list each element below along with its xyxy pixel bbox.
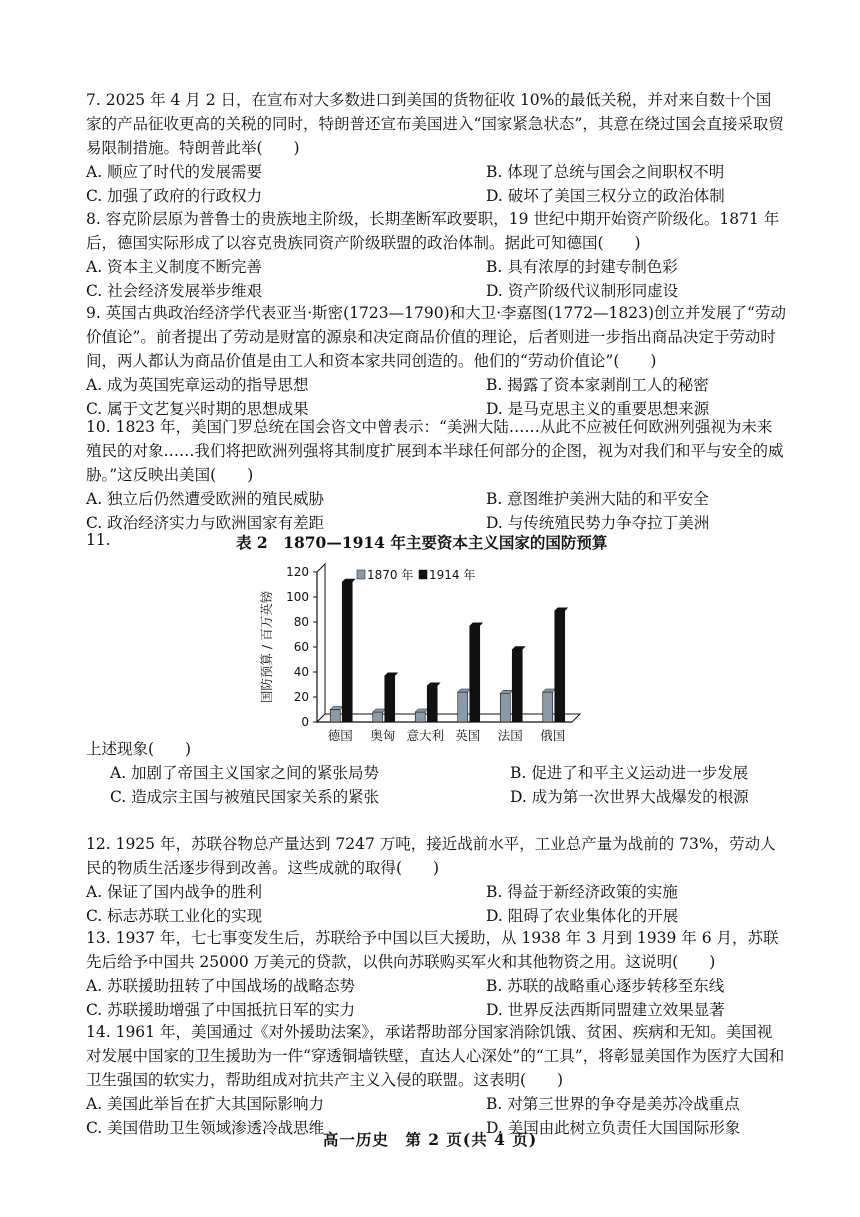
y-tick-label: 100 bbox=[286, 590, 309, 604]
option-a: A. 独立后仍然遭受欧洲的殖民威胁 bbox=[86, 490, 325, 508]
option-b: B. 苏联的战略重心逐步转移至东线 bbox=[486, 977, 725, 995]
bar-1870-top bbox=[500, 690, 513, 693]
option-d: D. 是马克思主义的重要思想来源 bbox=[486, 400, 710, 418]
option-b: B. 促进了和平主义运动进一步发展 bbox=[510, 764, 749, 782]
option-c: C. 标志苏联工业化的实现 bbox=[86, 907, 263, 925]
y-axis-label: 国防预算 / 百万英镑 bbox=[259, 590, 274, 704]
option-c: C. 苏联援助增强了中国抵抗日军的实力 bbox=[86, 1001, 356, 1019]
legend-swatch bbox=[357, 570, 365, 579]
y-tick-label: 0 bbox=[301, 715, 309, 729]
bar-1914-top bbox=[385, 673, 398, 676]
question-stem: 7. 2025 年 4 月 2 日，在宣布对大多数进口到美国的货物征收 10%的最低关税，并对来自数十个国家的产品征收更高的关税的同时，特朗普还宣布美国进入“国家紧急状态”，其意在绕过国会直接采取贸易限制措施。特朗普此举( ) bbox=[86, 91, 784, 157]
bar-1914-top bbox=[512, 647, 525, 650]
options bbox=[86, 974, 786, 1022]
bar-1914 bbox=[512, 650, 522, 723]
options bbox=[86, 761, 786, 809]
option-b: B. 揭露了资本家剥削工人的秘密 bbox=[486, 376, 709, 394]
question-stem: 13. 1937 年，七七事变发生后，苏联给予中国以巨大援助，从 1938 年 3 月到 1939 年 6 月，苏联先后给予中国共 25000 万美元的贷款，以供向苏联购买军火和其他物资之用。这说明( ) bbox=[86, 929, 779, 971]
bar-1870-top bbox=[373, 709, 386, 712]
option-a: A. 成为英国宪章运动的指导思想 bbox=[86, 376, 309, 394]
option-c: C. 社会经济发展举步维艰 bbox=[86, 282, 263, 300]
y-tick-label: 60 bbox=[293, 640, 309, 654]
bar-1870 bbox=[330, 710, 340, 723]
option-b: B. 意图维护美洲大陆的和平安全 bbox=[486, 490, 709, 508]
bar-1914-top bbox=[470, 623, 483, 626]
x-category-label: 法国 bbox=[497, 728, 523, 743]
options bbox=[86, 160, 786, 208]
y-tick-label: 120 bbox=[286, 565, 309, 579]
question-stem: 14. 1961 年，美国通过《对外援助法案》，承诺帮助部分国家消除饥饿、贫困、疾病和无知。美国视对发展中国家的卫生援助为一件“穿透铜墙铁壁，直达人心深处”的“工具”，将彰显美国作为医疗大国和卫生强国的软实力，帮助组成对抗共产主义入侵的联盟。这表明( ) bbox=[86, 1023, 785, 1089]
option-b: B. 对第三世界的争夺是美苏冷战重点 bbox=[486, 1095, 740, 1113]
legend-swatch bbox=[419, 570, 427, 579]
x-category-label: 意大利 bbox=[406, 728, 445, 743]
bar-1870-top bbox=[330, 707, 343, 710]
option-a: A. 顺应了时代的发展需要 bbox=[86, 163, 263, 181]
legend-label: 1914 年 bbox=[429, 568, 476, 582]
bar-1870 bbox=[373, 712, 383, 722]
option-d: D. 阻碍了农业集体化的开展 bbox=[486, 907, 679, 925]
option-d: D. 世界反法西斯同盟建立效果显著 bbox=[486, 1001, 725, 1019]
question-11 bbox=[86, 737, 786, 809]
y-tick-label: 40 bbox=[293, 665, 309, 679]
bar-1870 bbox=[415, 712, 425, 722]
chart-side-wall bbox=[317, 564, 325, 722]
bar-1914 bbox=[342, 582, 352, 722]
x-category-label: 俄国 bbox=[540, 728, 566, 743]
x-category-label: 德国 bbox=[327, 728, 353, 743]
question-stem: 10. 1823 年，美国门罗总统在国会咨文中曾表示：“美洲大陆……从此不应被任何欧洲列强视为未来殖民的对象……我们将把欧洲列强将其制度扩展到本半球任何部分的企图，视为对我们和平与安全的威胁。”这反映出美国( ) bbox=[86, 418, 784, 484]
option-b: B. 体现了总统与国会之间职权不明 bbox=[486, 163, 725, 181]
table-title: 表 2 1870—1914 年主要资本主义国家的国防预算 bbox=[236, 533, 608, 552]
chart-floor bbox=[317, 714, 580, 722]
y-tick-label: 80 bbox=[293, 615, 309, 629]
option-a: A. 加剧了帝国主义国家之间的紧张局势 bbox=[110, 764, 380, 782]
options bbox=[86, 880, 786, 928]
options bbox=[86, 373, 786, 421]
bar-1914-top bbox=[427, 683, 440, 686]
option-a: A. 苏联援助扭转了中国战场的战略态势 bbox=[86, 977, 356, 995]
bar-1870-top bbox=[415, 709, 428, 712]
bar-1870 bbox=[500, 693, 510, 722]
bar-1914-top bbox=[555, 608, 568, 611]
question-stem: 12. 1925 年，苏联谷物总产量达到 7247 万吨，接近战前水平，工业总产量为战前的 73%，劳动人民的物质生活逐步得到改善。这些成就的取得( ) bbox=[86, 835, 776, 877]
option-c: C. 属于文艺复兴时期的思想成果 bbox=[86, 400, 309, 418]
question-stem: 8. 容克阶层原为普鲁士的贵族地主阶级，长期垄断军政要职，19 世纪中期开始资产阶级化。1871 年后，德国实际形成了以容克贵族同资产阶级联盟的政治体制。据此可知德国( ) bbox=[86, 210, 780, 252]
question-14 bbox=[86, 1020, 786, 1140]
bar-1870-top bbox=[458, 689, 471, 692]
question-stem: 上述现象( ) bbox=[86, 740, 192, 758]
question-13 bbox=[86, 926, 786, 1022]
option-c: C. 政治经济实力与欧洲国家有差距 bbox=[86, 514, 325, 532]
bar-1914 bbox=[385, 676, 395, 722]
option-c: C. 加强了政府的行政权力 bbox=[86, 187, 263, 205]
bar-1914-top bbox=[342, 579, 355, 582]
options bbox=[86, 255, 786, 303]
legend-label: 1870 年 bbox=[367, 568, 414, 582]
option-d: D. 与传统殖民势力争夺拉丁美洲 bbox=[486, 514, 710, 532]
option-b: B. 具有浓厚的封建专制色彩 bbox=[486, 258, 678, 276]
y-tick-label: 20 bbox=[293, 690, 309, 704]
question-8 bbox=[86, 207, 786, 303]
option-b: B. 得益于新经济政策的实施 bbox=[486, 883, 678, 901]
question-7 bbox=[86, 88, 786, 208]
question-stem: 9. 英国古典政治经济学代表亚当·斯密(1723—1790)和大卫·李嘉图(1772—1823)创立并发展了“劳动价值论”。前者提出了劳动是财富的源泉和决定商品价值的理论，后者则进一步指出商品决定于劳动时间，两人都认为商品价值是由工人和资本家共同创造的。他们的“劳动价值论”( ) bbox=[86, 304, 786, 370]
bar-1870-top bbox=[543, 689, 556, 692]
question-10 bbox=[86, 415, 786, 535]
option-d: D. 资产阶级代议制形同虚设 bbox=[486, 282, 679, 300]
bar-1870 bbox=[458, 692, 468, 722]
bar-1914 bbox=[427, 686, 437, 722]
page-footer: 高一历史 第 2 页(共 4 页) bbox=[322, 1130, 538, 1149]
option-d: D. 成为第一次世界大战爆发的根源 bbox=[510, 788, 749, 806]
x-category-label: 英国 bbox=[455, 728, 481, 743]
defense-budget-chart bbox=[255, 560, 595, 750]
bar-1914 bbox=[555, 611, 565, 722]
option-d: D. 美国由此树立负责任大国国际形象 bbox=[486, 1119, 741, 1137]
x-category-label: 奥匈 bbox=[370, 728, 396, 743]
option-d: D. 破坏了美国三权分立的政治体制 bbox=[486, 187, 725, 205]
option-a: A. 资本主义制度不断完善 bbox=[86, 258, 263, 276]
options bbox=[86, 487, 786, 535]
bar-1870 bbox=[543, 692, 553, 722]
question-9 bbox=[86, 301, 786, 421]
question-number: 11. bbox=[86, 531, 111, 549]
option-a: A. 美国此举旨在扩大其国际影响力 bbox=[86, 1095, 325, 1113]
bar-1914 bbox=[470, 626, 480, 722]
option-c: C. 造成宗主国与被殖民国家关系的紧张 bbox=[110, 788, 380, 806]
option-c: C. 美国借助卫生领域渗透冷战思维 bbox=[86, 1119, 325, 1137]
question-12 bbox=[86, 832, 786, 928]
option-a: A. 保证了国内战争的胜利 bbox=[86, 883, 263, 901]
